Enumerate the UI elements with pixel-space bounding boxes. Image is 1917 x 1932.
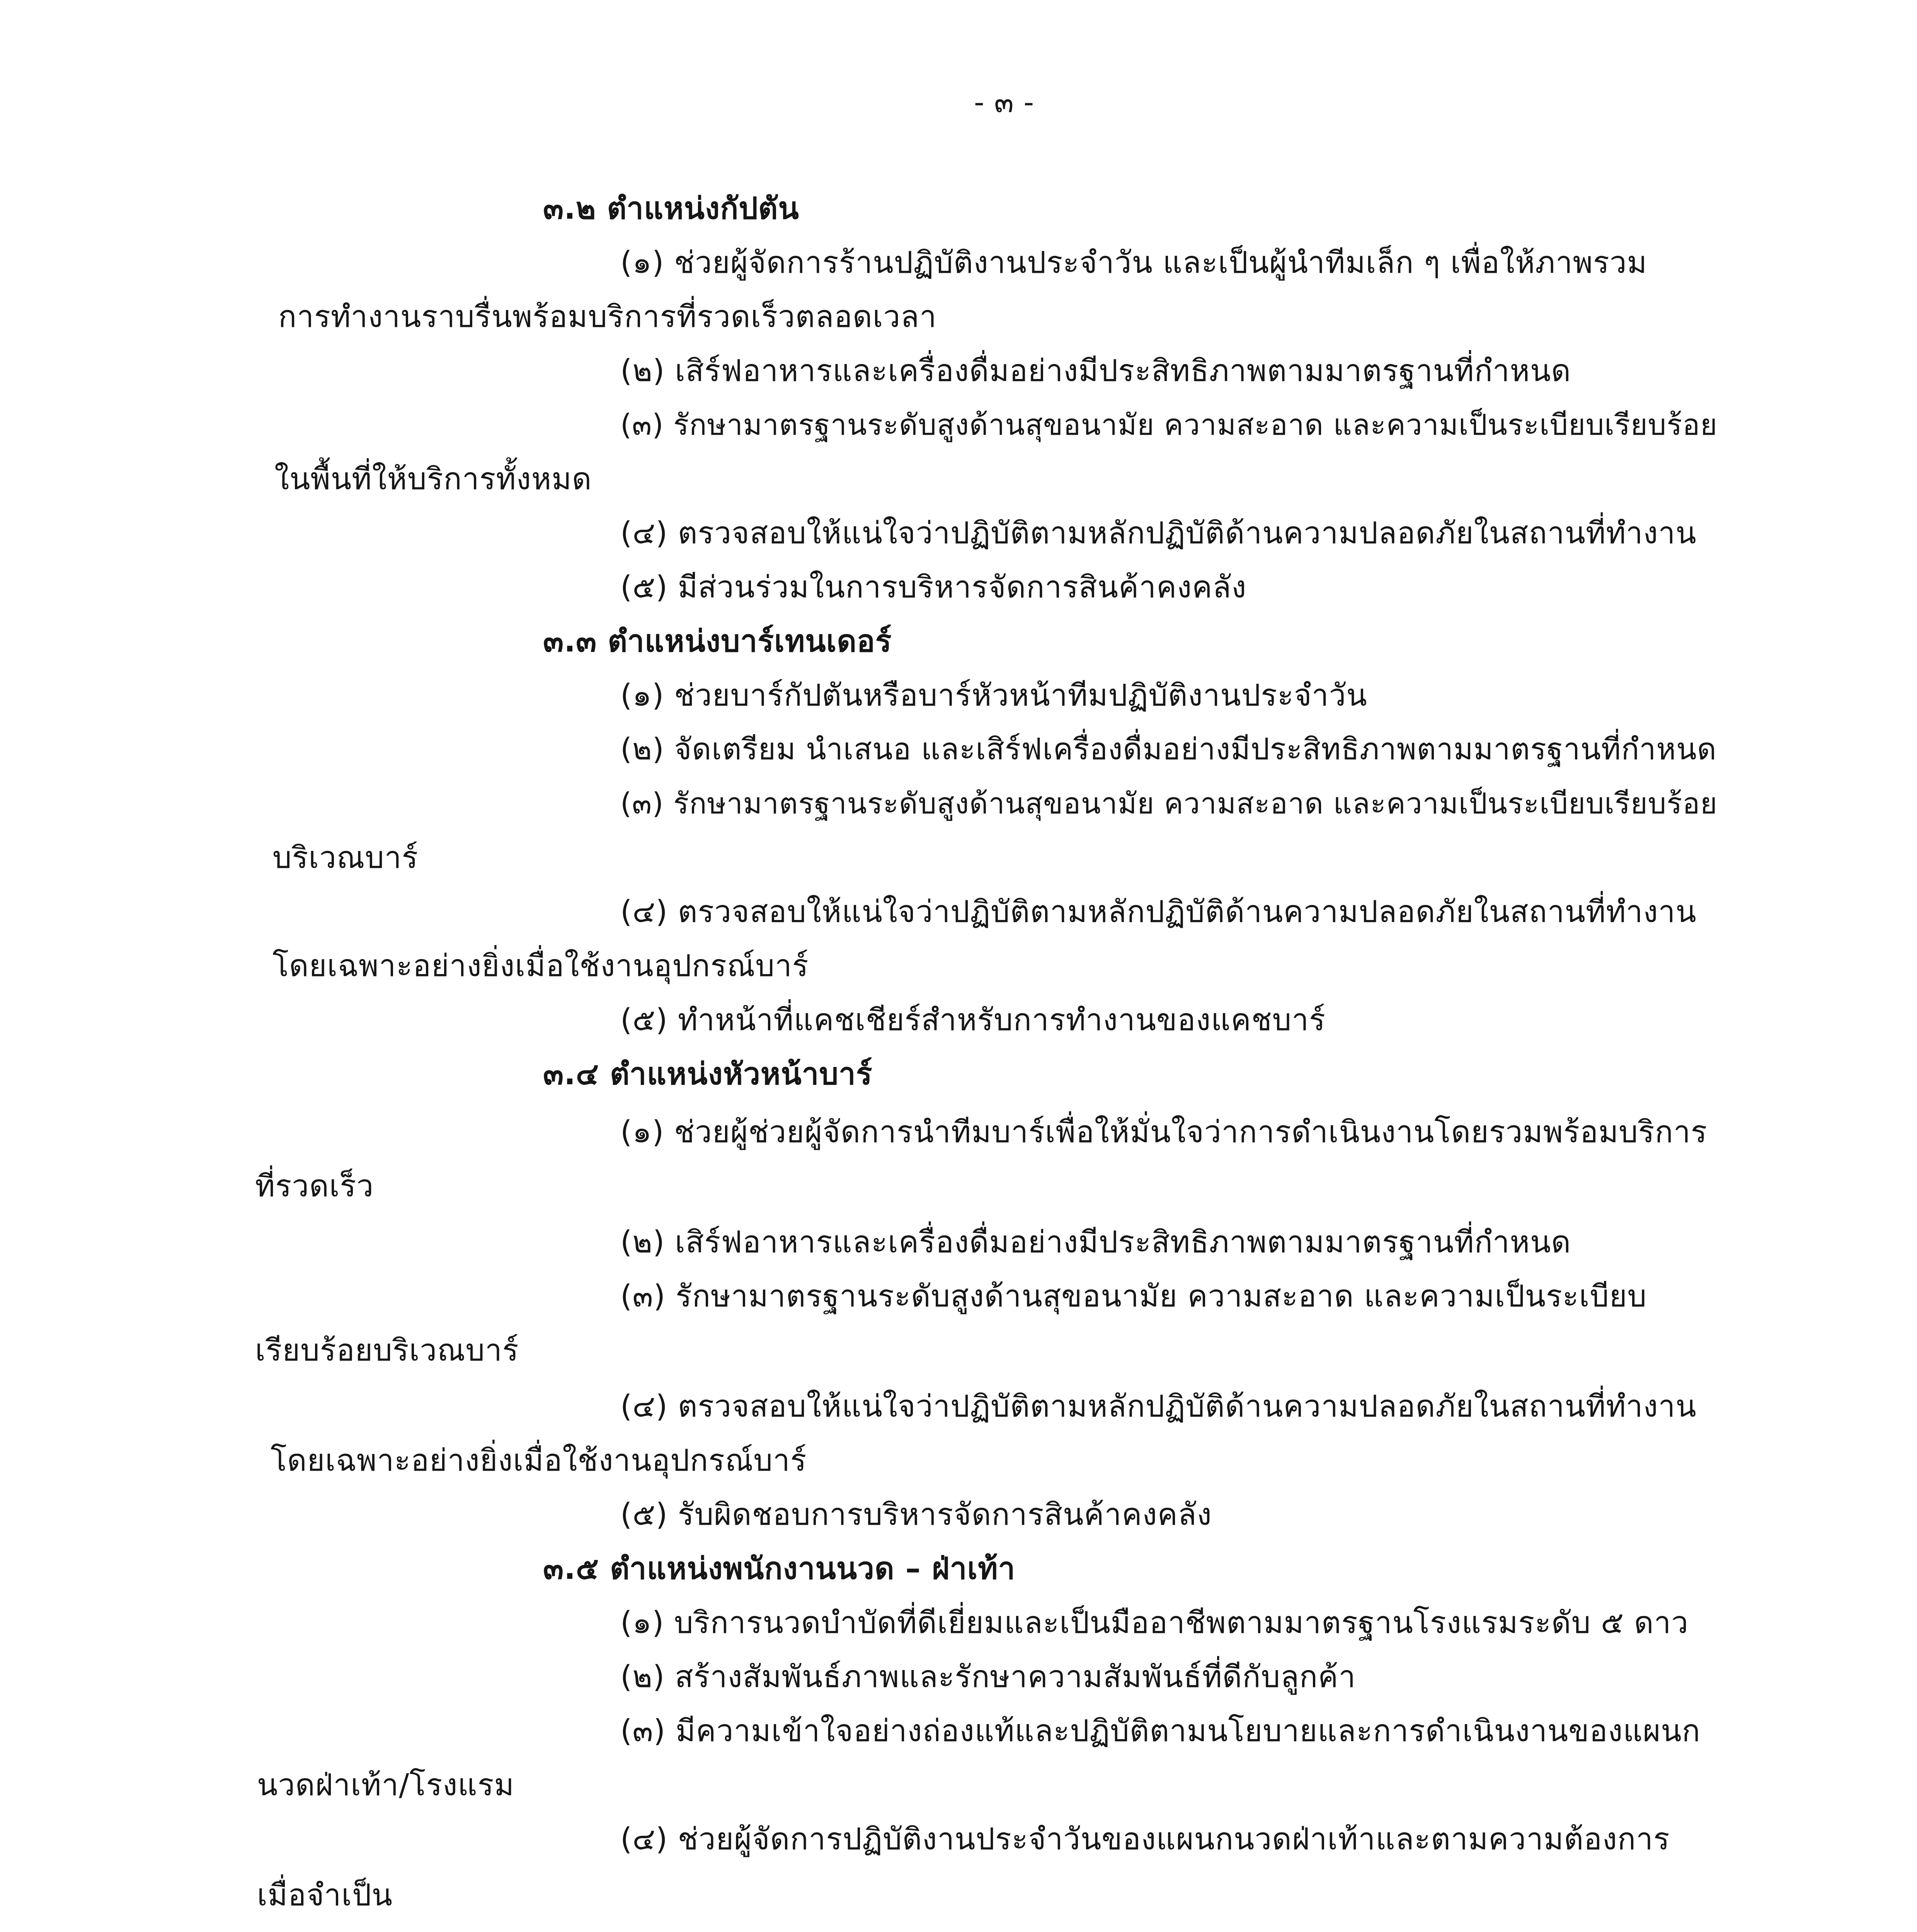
section-3-4-item-5: (๕) รับผิดชอบการบริหารจัดการสินค้าคงคลัง	[620, 1497, 1212, 1532]
section-3-3-item-4: (๔) ตรวจสอบให้แน่ใจว่าปฏิบัติตามหลักปฏิบัติด้านความปลอดภัยในสถานที่ทำงาน	[620, 895, 1697, 929]
section-3-4-item-2: (๒) เสิร์ฟอาหารและเครื่องดื่มอย่างมีประสิทธิภาพตามมาตรฐานที่กำหนด	[620, 1225, 1571, 1260]
section-heading-3-2: ๓.๒ ตำแหน่งกัปตัน	[543, 191, 799, 226]
section-3-3-item-1: (๑) ช่วยบาร์กัปตันหรือบาร์หัวหน้าทีมปฏิบัติงานประจำวัน	[620, 678, 1367, 713]
section-3-5-item-4-cont: เมื่อจำเป็น	[257, 1878, 393, 1913]
section-3-5-item-1: (๑) บริการนวดบำบัดที่ดีเยี่ยมและเป็นมืออาชีพตามมาตรฐานโรงแรมระดับ ๕ ดาว	[620, 1605, 1689, 1640]
section-3-3-item-5: (๕) ทำหน้าที่แคชเชียร์สำหรับการทำงานของแคชบาร์	[620, 1003, 1326, 1037]
section-3-2-item-2: (๒) เสิร์ฟอาหารและเครื่องดื่มอย่างมีประสิทธิภาพตามมาตรฐานที่กำหนด	[620, 354, 1571, 388]
section-3-5-item-2: (๒) สร้างสัมพันธ์ภาพและรักษาความสัมพันธ์ที่ดีกับลูกค้า	[620, 1660, 1356, 1694]
section-3-4-item-1-cont: ที่รวดเร็ว	[255, 1169, 374, 1204]
section-3-4-item-1: (๑) ช่วยผู้ช่วยผู้จัดการนำทีมบาร์เพื่อให้มั่นใจว่าการดำเนินงานโดยรวมพร้อมบริการ	[620, 1115, 1708, 1150]
section-3-4-item-4-cont: โดยเฉพาะอย่างยิ่งเมื่อใช้งานอุปกรณ์บาร์	[271, 1443, 807, 1478]
section-3-3-item-4-cont: โดยเฉพาะอย่างยิ่งเมื่อใช้งานอุปกรณ์บาร์	[272, 949, 809, 983]
section-3-5-item-4: (๔) ช่วยผู้จัดการปฏิบัติงานประจำวันของแผนกนวดฝ่าเท้าและตามความต้องการ	[620, 1822, 1670, 1857]
section-3-2-item-3: (๓) รักษามาตรฐานระดับสูงด้านสุขอนามัย ความสะอาด และความเป็นระเบียบเรียบร้อย	[620, 408, 1718, 442]
section-heading-3-3: ๓.๓ ตำแหน่งบาร์เทนเดอร์	[543, 624, 892, 659]
section-3-2-item-1-cont: การทำงานราบรื่นพร้อมบริการที่รวดเร็วตลอดเวลา	[278, 299, 937, 334]
section-3-4-item-3-cont: เรียบร้อยบริเวณบาร์	[255, 1333, 519, 1368]
section-3-5-item-3-cont: นวดฝ่าเท้า/โรงแรม	[257, 1768, 514, 1803]
section-3-2-item-3-cont: ในพื้นที่ให้บริการทั้งหมด	[274, 462, 592, 497]
section-3-2-item-4: (๔) ตรวจสอบให้แน่ใจว่าปฏิบัติตามหลักปฏิบัติด้านความปลอดภัยในสถานที่ทำงาน	[620, 516, 1697, 551]
section-3-4-item-4: (๔) ตรวจสอบให้แน่ใจว่าปฏิบัติตามหลักปฏิบัติด้านความปลอดภัยในสถานที่ทำงาน	[620, 1389, 1697, 1424]
section-3-2-item-1: (๑) ช่วยผู้จัดการร้านปฏิบัติงานประจำวัน และเป็นผู้นำทีมเล็ก ๆ เพื่อให้ภาพรวม	[620, 245, 1648, 280]
section-3-3-item-3: (๓) รักษามาตรฐานระดับสูงด้านสุขอนามัย ความสะอาด และความเป็นระเบียบเรียบร้อย	[620, 787, 1718, 820]
section-heading-3-4: ๓.๔ ตำแหน่งหัวหน้าบาร์	[543, 1057, 873, 1092]
page-number: - ๓ -	[974, 86, 1035, 119]
section-3-5-item-3: (๓) มีความเข้าใจอย่างถ่องแท้และปฏิบัติตามนโยบายและการดำเนินงานของแผนก	[620, 1714, 1701, 1748]
section-3-3-item-2: (๒) จัดเตรียม นำเสนอ และเสิร์ฟเครื่องดื่มอย่างมีประสิทธิภาพตามมาตรฐานที่กำหนด	[620, 732, 1717, 767]
section-heading-3-6	[543, 1930, 1050, 1932]
section-3-4-item-3: (๓) รักษามาตรฐานระดับสูงด้านสุขอนามัย ความสะอาด และความเป็นระเบียบ	[620, 1279, 1647, 1314]
section-3-2-item-5: (๕) มีส่วนร่วมในการบริหารจัดการสินค้าคงคลัง	[620, 570, 1247, 605]
section-heading-3-5: ๓.๕ ตำแหน่งพนักงานนวด – ฝ่าเท้า	[543, 1551, 1016, 1586]
section-3-3-item-3-cont: บริเวณบาร์	[272, 840, 419, 875]
